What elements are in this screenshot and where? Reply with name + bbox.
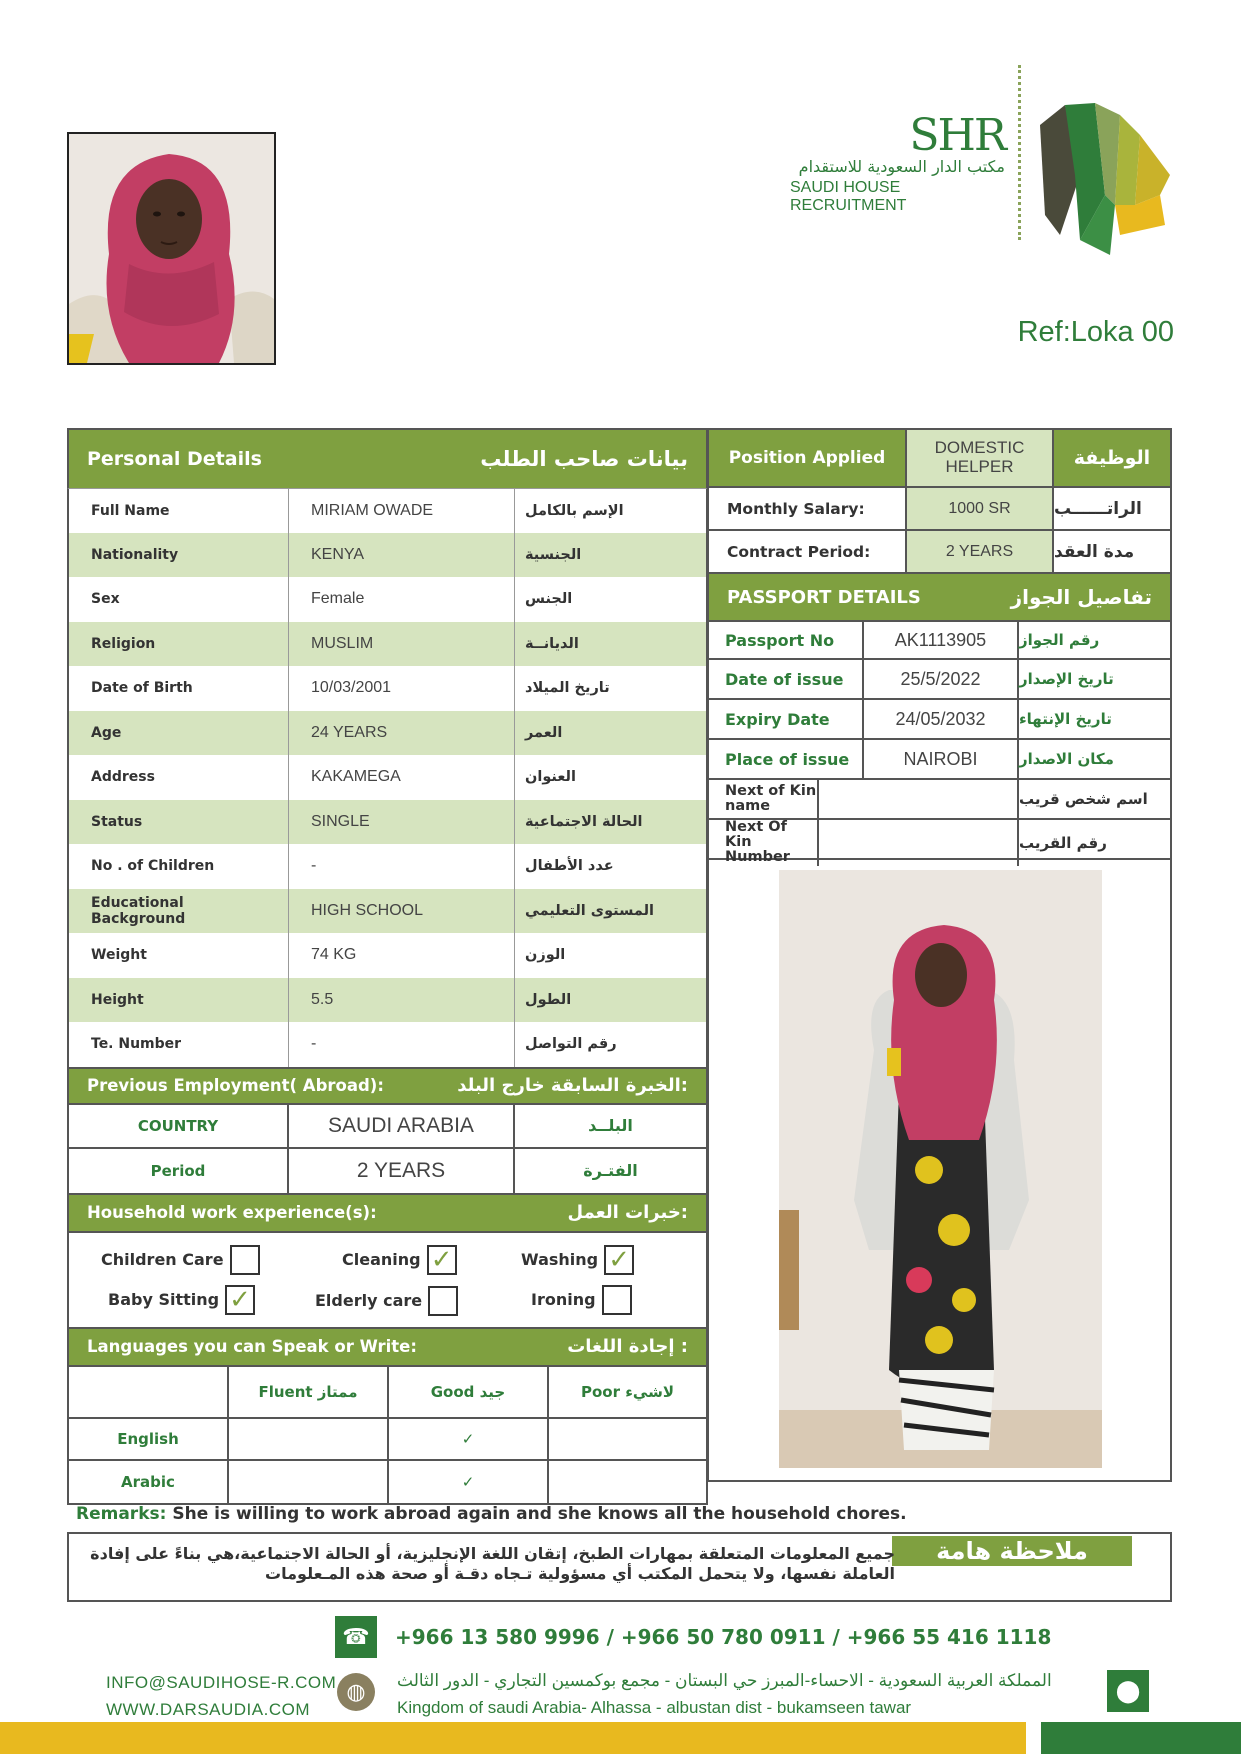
passport-title-en: PASSPORT DETAILS	[727, 586, 921, 608]
personal-row	[67, 755, 708, 800]
personal-details-header	[67, 428, 708, 488]
languages-title-en: Languages you can Speak or Write:	[87, 1337, 417, 1356]
footer-green-bar	[1041, 1722, 1241, 1754]
household-work-checklist	[67, 1231, 708, 1329]
row-label-ar: عدد الأطفال	[525, 858, 614, 875]
applicant-portrait-photo	[67, 132, 276, 365]
contact-links	[106, 1669, 336, 1723]
row-value	[864, 820, 1019, 866]
row-label-ar: العمر	[525, 724, 563, 741]
row-value	[864, 780, 1019, 818]
personal-details-table	[67, 428, 708, 1505]
saudi-map-logo-icon	[1020, 85, 1180, 285]
phone-numbers	[335, 1616, 1051, 1658]
row-label: Weight	[69, 933, 289, 978]
option-label: Ironing	[531, 1290, 596, 1309]
row-label-ar: الجنسية	[525, 546, 582, 563]
row-value: HIGH SCHOOL	[289, 889, 515, 934]
previous-employment-row	[67, 1149, 708, 1195]
row-label: Place of issue	[709, 740, 864, 778]
household-work-title-en: Household work experience(s):	[87, 1203, 377, 1222]
passport-details-header	[707, 574, 1172, 620]
option-label: Children Care	[101, 1250, 224, 1269]
language-name: English	[69, 1419, 229, 1459]
row-value: 25/5/2022	[864, 660, 1019, 698]
row-label: COUNTRY	[69, 1105, 289, 1147]
important-notice-tag: ملاحظة هامة	[892, 1536, 1132, 1566]
personal-row	[67, 1022, 708, 1067]
globe-icon: ◍	[337, 1673, 375, 1711]
remarks-label: Remarks:	[76, 1504, 167, 1524]
row-label: Religion	[69, 622, 289, 667]
row-label-ar: البلــد	[588, 1116, 633, 1135]
row-value: 10/03/2001	[289, 666, 515, 711]
salary-label-ar: الراتــــــب	[1054, 498, 1142, 519]
row-value: MIRIAM OWADE	[289, 489, 515, 533]
children-care-checkbox[interactable]	[230, 1245, 260, 1275]
poor-cell	[549, 1461, 706, 1503]
office-address	[397, 1667, 1092, 1721]
row-label: Period	[69, 1149, 289, 1193]
row-label-ar: الطول	[525, 991, 572, 1008]
personal-row	[67, 933, 708, 978]
previous-employment-title-en: Previous Employment( Abroad):	[87, 1076, 384, 1095]
previous-employment-title-ar: الخبرة السابقة خارج البلد:	[457, 1075, 688, 1096]
remarks	[76, 1504, 907, 1524]
passport-row	[707, 660, 1172, 700]
personal-row	[67, 533, 708, 578]
row-label: Next Of Kin Number	[709, 820, 819, 866]
fluent-column-header: Fluent ممتاز	[229, 1367, 389, 1417]
row-label-ar: الحالة الاجتماعية	[525, 813, 643, 830]
poor-column-header: Poor لاشيء	[581, 1382, 674, 1401]
salary-value: 1000 SR	[905, 488, 1054, 529]
option-label: Baby Sitting	[108, 1290, 220, 1309]
elderly-care-checkbox[interactable]	[428, 1286, 458, 1316]
household-work-title-ar: خبرات العمل:	[567, 1202, 688, 1223]
household-work-header	[67, 1195, 708, 1231]
position-applied-value: DOMESTIC HELPER	[905, 430, 1054, 486]
personal-row	[67, 577, 708, 622]
address-english: Kingdom of saudi Arabia- Alhassa - albustan dist - bukamseen tawar	[397, 1698, 912, 1717]
good-check-icon: ✓	[389, 1419, 549, 1459]
personal-row	[67, 800, 708, 845]
fluent-cell	[229, 1461, 389, 1503]
row-value: MUSLIM	[289, 622, 515, 667]
position-passport-panel	[707, 428, 1172, 1482]
row-value: SINGLE	[289, 800, 515, 845]
company-name-english: SAUDI HOUSE RECRUITMENT	[790, 179, 907, 214]
personal-row	[67, 711, 708, 756]
row-label-ar: رقم الجواز	[1019, 631, 1100, 649]
row-label: Sex	[69, 577, 289, 622]
personal-details-title-ar: بيانات صاحب الطلب	[480, 447, 688, 471]
row-label: Date of Birth	[69, 666, 289, 711]
row-label: Educational Background	[69, 889, 289, 934]
row-label-ar: الديانــة	[525, 635, 579, 652]
row-label-ar: الوزن	[525, 947, 566, 964]
personal-row	[67, 844, 708, 889]
row-label-ar: تاريخ الإصدار	[1019, 670, 1114, 688]
row-value: 24 YEARS	[289, 711, 515, 756]
personal-row	[67, 889, 708, 934]
cleaning-checkbox[interactable]: ✓	[427, 1245, 457, 1275]
ironing-checkbox[interactable]	[602, 1285, 632, 1315]
row-label-ar: رقم التواصل	[525, 1036, 617, 1053]
personal-row	[67, 666, 708, 711]
position-applied-row	[707, 428, 1172, 488]
row-value: 74 KG	[289, 933, 515, 978]
company-name-arabic: مكتب الدار السعودية للاستقدام	[798, 157, 1005, 176]
row-label-ar: تاريخ الميلاد	[525, 680, 610, 697]
passport-row	[707, 819, 1172, 866]
row-label-ar: الإسم بالكامل	[525, 502, 624, 519]
row-label: Address	[69, 755, 289, 800]
row-label-ar: مكان الاصدار	[1019, 750, 1114, 768]
position-applied-label: Position Applied	[709, 430, 905, 486]
languages-header-row	[69, 1367, 706, 1419]
personal-row	[67, 978, 708, 1023]
row-label: No . of Children	[69, 844, 289, 889]
row-label-ar: المستوى التعليمي	[525, 902, 654, 919]
footer-yellow-bar	[0, 1722, 1026, 1754]
contract-label-ar: مدة العقد	[1054, 541, 1135, 562]
row-value: -	[289, 1022, 515, 1067]
contract-period-row	[707, 531, 1172, 574]
position-applied-label-ar: الوظيفة	[1054, 430, 1170, 486]
location-pin-icon: ⬤	[1107, 1670, 1149, 1712]
passport-title-ar: تفاصيل الجواز	[1010, 585, 1152, 609]
phone-numbers-text[interactable]: +966 13 580 9996 / +966 50 780 0911 / +966 55 416 1118	[395, 1625, 1052, 1649]
row-label: Status	[69, 800, 289, 845]
row-label-ar: تاريخ الإنتهاء	[1019, 710, 1112, 728]
passport-row	[707, 620, 1172, 660]
children-care-option	[101, 1245, 260, 1275]
baby-sitting-checkbox[interactable]: ✓	[225, 1285, 255, 1315]
row-label-ar: الجنس	[525, 591, 573, 608]
option-label: Elderly care	[315, 1291, 423, 1310]
row-value: SAUDI ARABIA	[289, 1105, 515, 1147]
language-row-arabic	[69, 1461, 706, 1503]
row-label-ar: العنوان	[525, 769, 576, 786]
applicant-full-body-photo	[779, 870, 1102, 1468]
row-label: Height	[69, 978, 289, 1023]
personal-details-title-en: Personal Details	[87, 448, 262, 470]
row-label: Nationality	[69, 533, 289, 578]
previous-employment-row	[67, 1103, 708, 1149]
row-value: NAIROBI	[864, 740, 1019, 778]
website-link[interactable]: WWW.DARSAUDIA.COM	[106, 1700, 310, 1719]
contract-label: Contract Period:	[727, 542, 871, 561]
row-label-ar: الفتـرة	[583, 1161, 638, 1180]
row-value: 24/05/2032	[864, 700, 1019, 738]
monthly-salary-row	[707, 488, 1172, 531]
row-value: 2 YEARS	[289, 1149, 515, 1193]
remarks-text: She is willing to work abroad again and she knows all the household chores.	[172, 1504, 907, 1524]
row-label: Date of issue	[709, 660, 864, 698]
language-row-english	[69, 1419, 706, 1461]
row-value: 5.5	[289, 978, 515, 1023]
elderly-care-option	[315, 1286, 458, 1316]
option-label: Washing	[521, 1250, 599, 1269]
important-notice	[67, 1532, 1172, 1602]
company-logo	[790, 65, 1180, 245]
full-body-photo-frame	[707, 860, 1172, 1482]
language-name: Arabic	[69, 1461, 229, 1503]
row-value: KENYA	[289, 533, 515, 578]
good-check-icon: ✓	[389, 1461, 549, 1503]
contract-value: 2 YEARS	[905, 531, 1054, 572]
logo-letters: SHR	[909, 110, 1005, 161]
phone-icon: ☎	[335, 1616, 377, 1658]
fluent-cell	[229, 1419, 389, 1459]
row-label-ar: اسم شخص قريب	[1019, 790, 1148, 808]
row-label: Passport No	[709, 622, 864, 658]
option-label: Cleaning	[342, 1250, 421, 1269]
baby-sitting-option	[108, 1285, 255, 1315]
cleaning-option	[342, 1245, 457, 1275]
ironing-option	[531, 1285, 632, 1315]
row-value: KAKAMEGA	[289, 755, 515, 800]
passport-row	[707, 700, 1172, 740]
languages-title-ar: إجادة اللغات :	[567, 1336, 688, 1357]
empty-header-cell	[69, 1367, 229, 1417]
address-arabic: المملكة العربية السعودية - الاحساء-المبرز حي البستان - مجمع بوكمسين التجاري - الدور الثالث	[397, 1671, 1052, 1690]
important-notice-text: جميع المعلومات المتعلقة بمهارات الطبخ، إتقان اللغة الإنجليزية، أو الحالة الاجتماعية،هي بناءً على إفادة العاملة نفسها، ولا يتحمل المكتب أي مسؤولية تـجاه دقـة أو صحة هذه المـعلومات	[90, 1544, 895, 1583]
good-column-header: Good جيد	[389, 1367, 549, 1417]
row-label: Te. Number	[69, 1022, 289, 1067]
email-link[interactable]: INFO@SAUDIHOSE-R.COM	[106, 1673, 337, 1692]
row-value: AK1113905	[864, 622, 1019, 658]
salary-label: Monthly Salary:	[727, 499, 865, 518]
languages-header	[67, 1329, 708, 1365]
row-label: Full Name	[69, 489, 289, 533]
poor-cell	[549, 1419, 706, 1459]
passport-row	[707, 780, 1172, 820]
passport-row	[707, 740, 1172, 780]
previous-employment-header	[67, 1067, 708, 1103]
washing-option	[521, 1245, 634, 1275]
personal-row	[67, 622, 708, 667]
row-label: Age	[69, 711, 289, 756]
row-value: Female	[289, 577, 515, 622]
row-label: Expiry Date	[709, 700, 864, 738]
personal-row	[67, 488, 708, 533]
row-value: -	[289, 844, 515, 889]
row-label: Next of Kin name	[709, 780, 819, 818]
washing-checkbox[interactable]: ✓	[604, 1245, 634, 1275]
languages-table	[67, 1365, 708, 1505]
row-label-ar: رقم القريب	[1019, 833, 1107, 852]
reference-number: Ref:Loka 00	[1017, 316, 1174, 348]
